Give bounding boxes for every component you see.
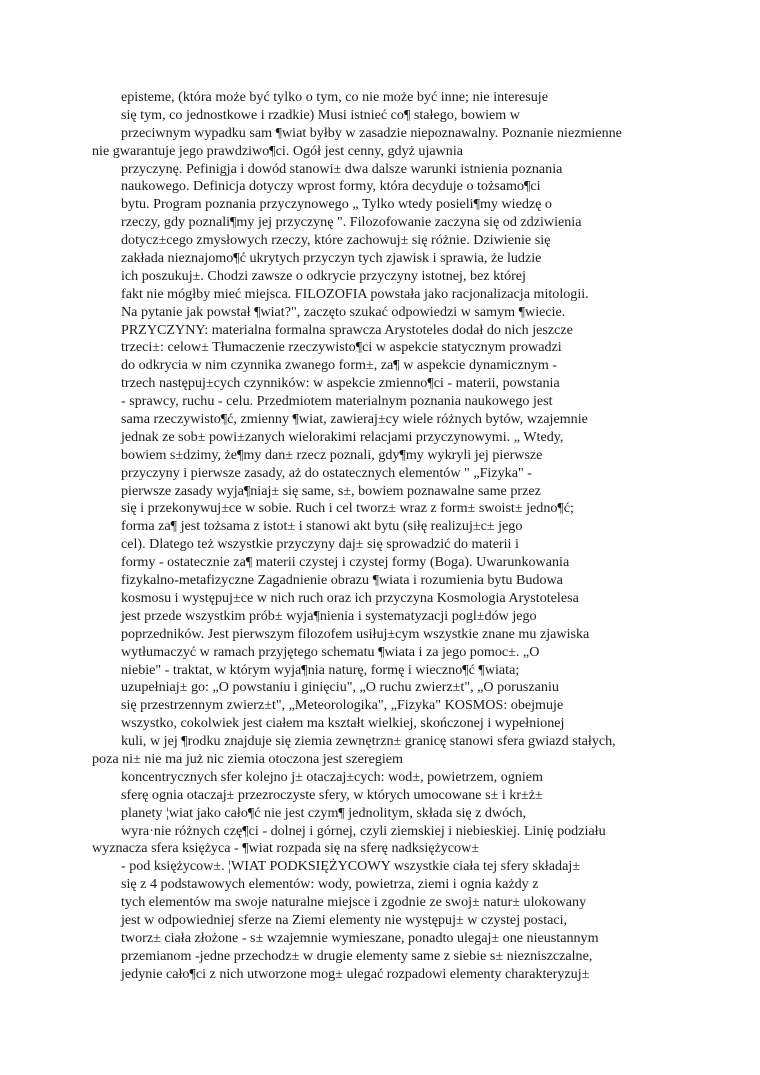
text-line: zakłada nieznajomo¶ć ukrytych przyczyn tych zjawisk i sprawia, że ludzie (121, 250, 542, 267)
text-line: jest przede wszystkim prób± wyja¶nienia i systematyzacji pogl±dów jego (121, 607, 537, 624)
text-line: formy - ostatecznie za¶ materii czystej i czystej formy (Boga). Uwarunkowania (121, 554, 570, 571)
text-line: się tym, co jednostkowe i rzadkie) Musi istnieć co¶ stałego, bowiem w (121, 106, 520, 123)
text-line: PRZYCZYNY: materialna formalna sprawcza Arystoteles dodał do nich jeszcze (121, 321, 573, 338)
text-line: się i przekonywuj±ce w sobie. Ruch i cel tworz± wraz z form± swoist± jedno¶ć; (121, 500, 574, 517)
text-line: poza ni± nie ma już nic ziemia otoczona jest szeregiem (92, 750, 404, 767)
text-line: episteme, (która może być tylko o tym, co nie może być inne; nie interesuje (121, 89, 548, 105)
text-line: kuli, w jej ¶rodku znajduje się ziemia zewnętrzn± granicę stanowi sfera gwiazd stałych, (121, 733, 616, 750)
text-line: trzech następuj±cych czynników: w aspekcie zmienno¶ci - materii, powstania (121, 375, 560, 392)
text-line: - sprawcy, ruchu - celu. Przedmiotem materialnym poznania naukowego jest (121, 393, 553, 410)
text-line: cel). Dlatego też wszystkie przyczyny daj± się sprowadzić do materii i (121, 536, 519, 553)
text-line: naukowego. Definicja dotyczy wprost formy, która decyduje o tożsamo¶ci (121, 178, 541, 195)
text-line: jedynie cało¶ci z nich utworzone mog± ulegać rozpadowi elementy charakteryzuj± (121, 965, 590, 982)
text-line: przyczynę. Pefinigja i dowód stanowi± dwa dalsze warunki istnienia poznania (121, 160, 563, 177)
text-line: niebie" - traktat, w którym wyja¶nia naturę, formę i wieczno¶ć ¶wiata; (121, 661, 520, 678)
text-line: trzeci±: celow± Tłumaczenie rzeczywisto¶ci w aspekcie statycznym prowadzi (121, 339, 562, 356)
text-line: wyznacza sfera księżyca - ¶wiat rozpada się na sferę nadksiężycow± (92, 840, 480, 857)
text-line: wyra·nie różnych czę¶ci - dolnej i górnej, czyli ziemskiej i niebieskiej. Linię podziału (121, 822, 606, 839)
text-line: jest w odpowiedniej sferze na Ziemi elementy nie występuj± w czystej postaci, (121, 911, 568, 928)
text-line: fakt nie mógłby mieć miejsca. FILOZOFIA powstała jako racjonalizacja mitologii. (121, 285, 589, 302)
text-line: sferę ognia otaczaj± przezroczyste sfery, w których umocowane s± i kr±ż± (121, 786, 543, 803)
text-line: ich poszukuj±. Chodzi zawsze o odkrycie przyczyny istotnej, bez której (121, 267, 526, 284)
text-line: forma za¶ jest tożsama z istot± i stanowi akt bytu (siłę realizuj±c± jego (121, 518, 523, 535)
text-line: się przestrzennym zwierz±t", „Meteorologika", „Fizyka" KOSMOS: obejmuje (121, 697, 564, 714)
text-line: kosmosu i występuj±ce w nich ruch oraz ich przyczyna Kosmologia Arystotelesa (121, 589, 579, 606)
text-line: jednak ze sob± powi±zanych wielorakimi relacjami przyczynowymi. „ Wtedy, (121, 428, 564, 445)
text-line: planety ¦wiat jako cało¶ć nie jest czym¶ jednolitym, składa się z dwóch, (121, 804, 527, 821)
text-line: przemianom -jedne przechodz± w drugie elementy same z siebie s± niezniszczalne, (121, 947, 593, 964)
document-body (0, 89, 760, 984)
text-line: bowiem s±dzimy, że¶my dan± rzecz poznali, gdy¶my wykryli jej pierwsze (121, 446, 543, 463)
text-line: rzeczy, gdy poznali¶my jej przyczynę ". Filozofowanie zaczyna się od zdziwienia (121, 214, 582, 231)
text-line: przyczyny i pierwsze zasady, aż do ostatecznych elementów " „Fizyka" - (121, 464, 532, 481)
text-line: wszystko, cokolwiek jest ciałem ma kształt wielkiej, skończonej i wypełnionej (121, 715, 565, 732)
text-line: tych elementów ma swoje naturalne miejsce i zgodnie ze swoj± natur± ulokowany (121, 894, 587, 911)
text-line: wytłumaczyć w ramach przyjętego schematu ¶wiata i za jego pomoc±. „O (121, 643, 540, 660)
text-line: uzupełniaj± go: „O powstaniu i ginięciu", „O ruchu zwierz±t", „O poruszaniu (121, 679, 559, 696)
text-line: do odkrycia w nim czynnika zwanego form±, za¶ w aspekcie dynamicznym - (121, 357, 557, 374)
text-line: bytu. Program poznania przyczynowego „ Tylko wtedy posieli¶my wiedzę o (121, 196, 552, 213)
text-line: przeciwnym wypadku sam ¶wiat byłby w zasadzie niepoznawalny. Poznanie niezmienne (121, 124, 622, 141)
text-line: Na pytanie jak powstał ¶wiat?", zaczęto szukać odpowiedzi w samym ¶wiecie. (121, 303, 566, 320)
text-line: się z 4 podstawowych elementów: wody, powietrza, ziemi i ognia każdy z (121, 876, 539, 893)
text-line: pierwsze zasady wyja¶niaj± się same, s±, bowiem poznawalne same przez (121, 482, 541, 499)
text-line: dotycz±cego zmysłowych rzeczy, które zachowuj± się różnie. Dziwienie się (121, 232, 551, 249)
text-line: fizykalno-metafizyczne Zagadnienie obrazu ¶wiata i rozumienia bytu Budowa (121, 572, 563, 589)
text-line: koncentrycznych sfer kolejno j± otaczaj±cych: wod±, powietrzem, ogniem (121, 768, 543, 785)
text-line: poprzedników. Jest pierwszym filozofem usiłuj±cym wszystkie znane mu zjawiska (121, 625, 590, 642)
text-line: sama rzeczywisto¶ć, zmienny ¶wiat, zawieraj±cy wiele różnych bytów, wzajemnie (121, 411, 588, 428)
text-line: nie gwarantuje jego prawdziwo¶ci. Ogół jest cenny, gdyż ujawnia (92, 142, 464, 159)
text-line: tworz± ciała złożone - s± wzajemnie wymieszane, ponadto ulegaj± one nieustannym (121, 929, 599, 946)
text-line: - pod księżycow±. ¦WIAT PODKSIĘŻYCOWY wszystkie ciała tej sfery składaj± (121, 858, 581, 875)
